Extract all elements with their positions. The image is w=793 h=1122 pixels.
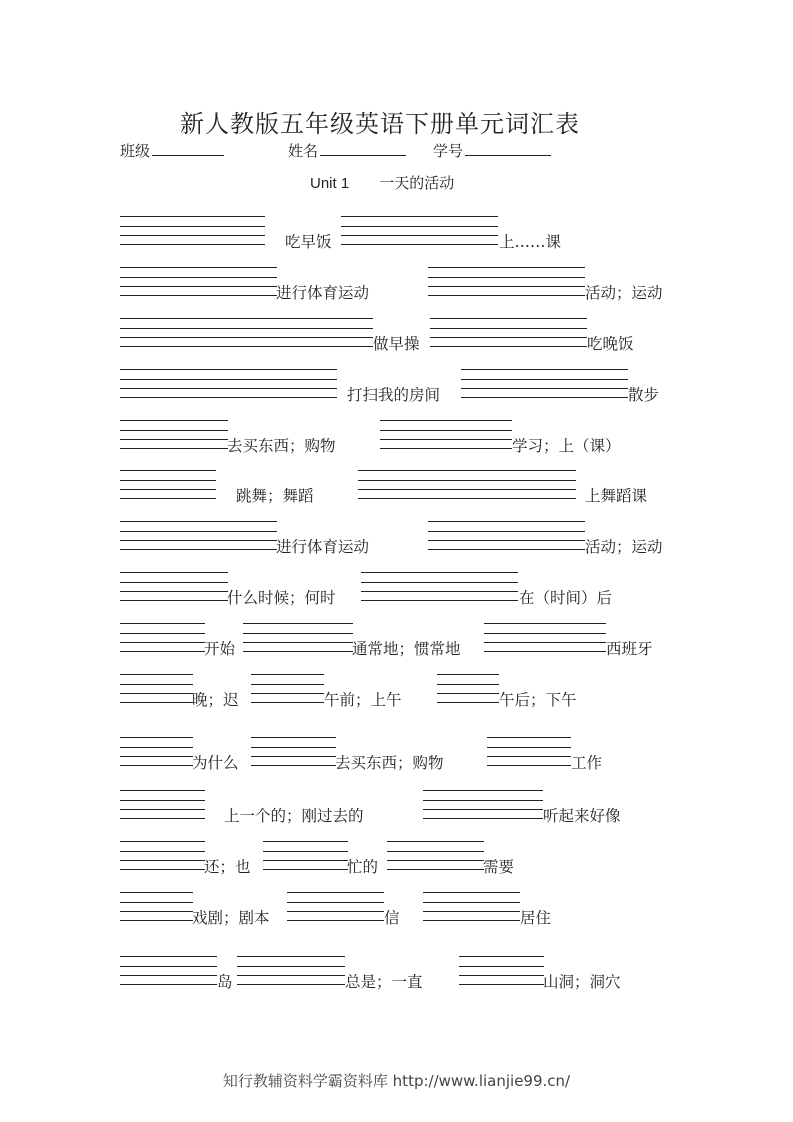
name-field — [288, 140, 406, 161]
footer-source: 知行教辅资料学霸资料库 http://www.lianjie99.cn/ — [222, 1072, 571, 1090]
vocab-meaning: 打扫我的房间 — [347, 386, 441, 404]
answer-lines — [120, 623, 205, 653]
vocab-meaning: 需要 — [483, 858, 515, 876]
answer-lines — [120, 674, 193, 704]
vocab-meaning: 工作 — [571, 754, 603, 772]
answer-lines — [341, 216, 498, 246]
answer-lines — [428, 267, 585, 297]
vocab-meaning: 忙的 — [347, 858, 379, 876]
student-id-blank — [465, 140, 551, 156]
answer-lines — [120, 318, 373, 348]
vocab-meaning: 通常地；惯常地 — [352, 640, 461, 658]
vocab-meaning: 还；也 — [204, 858, 251, 876]
vocab-meaning: 岛 — [217, 973, 233, 991]
vocab-meaning: 上……课 — [499, 233, 562, 251]
answer-lines — [120, 470, 216, 500]
vocab-meaning: 开始 — [204, 640, 236, 658]
vocab-meaning: 午前；上午 — [324, 691, 402, 709]
vocab-meaning: 信 — [384, 909, 400, 927]
answer-lines — [120, 841, 205, 871]
unit-title: 一天的活动 — [379, 174, 455, 192]
vocab-meaning: 进行体育运动 — [276, 538, 370, 556]
unit-label: Unit 1 — [310, 175, 350, 192]
vocab-meaning: 什么时候；何时 — [227, 589, 336, 607]
answer-lines — [428, 521, 585, 551]
answer-lines — [263, 841, 348, 871]
vocab-meaning: 跳舞；舞蹈 — [236, 487, 314, 505]
vocab-meaning: 吃晚饭 — [587, 335, 634, 353]
vocab-meaning: 为什么 — [192, 754, 239, 772]
answer-lines — [120, 420, 228, 450]
answer-lines — [423, 892, 520, 922]
unit-heading — [310, 172, 454, 193]
vocab-meaning: 在（时间）后 — [519, 589, 613, 607]
vocab-meaning: 去买东西；购物 — [335, 754, 444, 772]
vocab-meaning: 晚；迟 — [192, 691, 239, 709]
vocab-meaning: 总是；一直 — [345, 973, 423, 991]
class-blank — [152, 140, 224, 156]
answer-lines — [361, 572, 518, 602]
vocab-meaning: 居住 — [520, 909, 552, 927]
vocab-meaning: 学习；上（课） — [512, 437, 621, 455]
vocab-meaning: 去买东西；购物 — [227, 437, 336, 455]
answer-lines — [120, 216, 265, 246]
student-id-label: 学号 — [433, 142, 464, 160]
name-label: 姓名 — [288, 142, 319, 160]
vocab-meaning: 山洞；洞穴 — [543, 973, 621, 991]
answer-lines — [237, 956, 345, 986]
answer-lines — [251, 737, 336, 767]
answer-lines — [120, 369, 337, 399]
answer-lines — [120, 267, 277, 297]
answer-lines — [487, 737, 571, 767]
answer-lines — [120, 892, 193, 922]
student-id-field — [433, 140, 551, 161]
answer-lines — [387, 841, 484, 871]
vocab-meaning: 听起来好像 — [543, 807, 621, 825]
vocab-meaning: 做早操 — [373, 335, 420, 353]
answer-lines — [484, 623, 606, 653]
answer-lines — [459, 956, 544, 986]
name-blank — [320, 140, 406, 156]
answer-lines — [243, 623, 353, 653]
answer-lines — [120, 737, 193, 767]
class-field — [120, 140, 224, 161]
page-title: 新人教版五年级英语下册单元词汇表 — [180, 110, 580, 138]
vocab-meaning: 散步 — [628, 386, 660, 404]
answer-lines — [358, 470, 576, 500]
vocab-meaning: 吃早饭 — [285, 233, 332, 251]
answer-lines — [120, 790, 205, 820]
answer-lines — [251, 674, 324, 704]
vocab-meaning: 活动；运动 — [585, 538, 663, 556]
answer-lines — [380, 420, 512, 450]
vocab-meaning: 进行体育运动 — [276, 284, 370, 302]
answer-lines — [120, 956, 217, 986]
vocab-meaning: 上一个的；刚过去的 — [224, 807, 364, 825]
answer-lines — [430, 318, 587, 348]
answer-lines — [120, 572, 228, 602]
answer-lines — [461, 369, 628, 399]
class-label: 班级 — [120, 142, 151, 160]
answer-lines — [120, 521, 277, 551]
vocab-meaning: 上舞蹈课 — [585, 487, 648, 505]
answer-lines — [437, 674, 499, 704]
vocab-meaning: 午后；下午 — [499, 691, 577, 709]
answer-lines — [423, 790, 543, 820]
vocab-meaning: 活动；运动 — [585, 284, 663, 302]
vocab-meaning: 戏剧；剧本 — [192, 909, 270, 927]
vocab-meaning: 西班牙 — [606, 640, 653, 658]
answer-lines — [287, 892, 384, 922]
